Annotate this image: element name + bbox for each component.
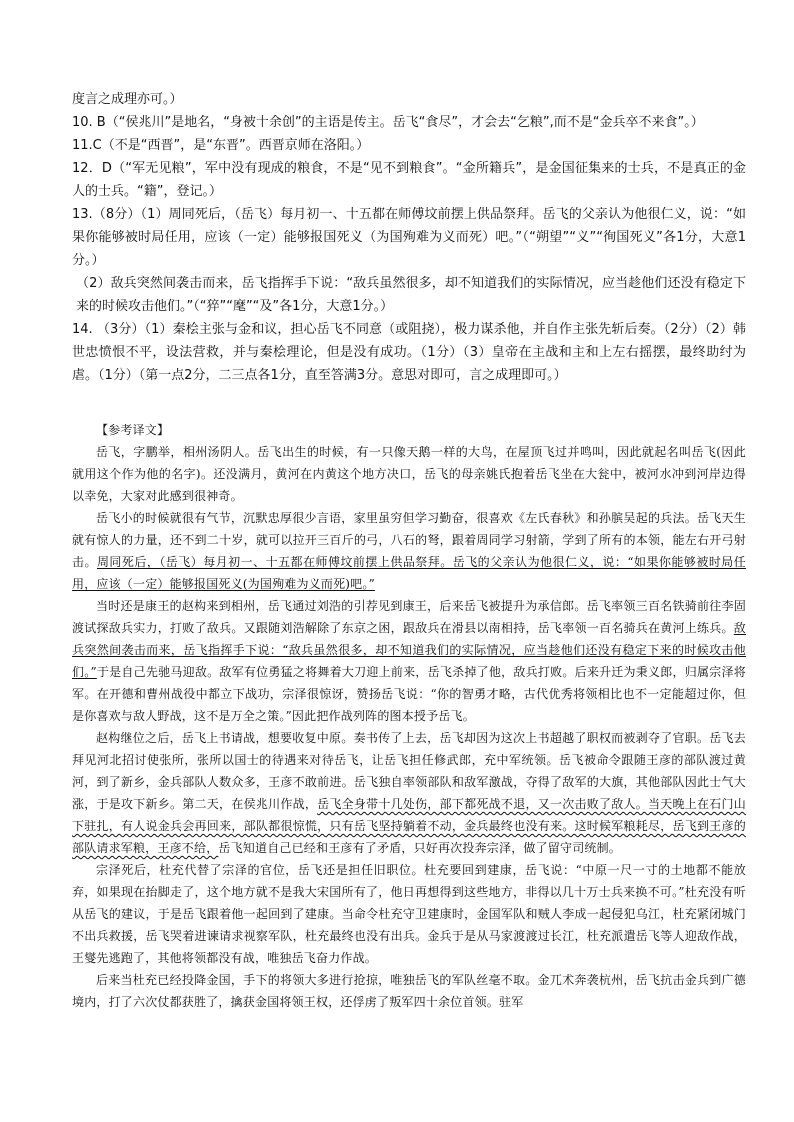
- answer-12: 12．D（“军无见粮”，军中没有现成的粮食，不是“见不到粮食”。“金所籍兵”，是金国征集来的士兵，不是真正的金人的士兵。“籍”，登记。）: [72, 161, 746, 199]
- answer-13-part-2: （2）敌兵突然间袭击而来，岳飞指挥手下说：“敌兵虽然很多，却不知道我们的实际情况，应当趁他们还没有稳定下来的时候攻击他们。”（“猝”“麾”“及”各1分，大意1分。）: [76, 276, 746, 314]
- underlined-sentence-13-1: 周同死后，（岳飞）每月初一、十五都在师傅坟前摆上供品祭拜。岳飞的父亲认为他很仁义，说：“如果你能够被时局任用，应该（一定）能够报国死义(为国殉难为义而死)吧。”: [72, 555, 746, 591]
- answer-14: 14. （3分）（1）秦桧主张与金和议，担心岳飞不同意（或阻挠），极力谋杀他，并自作主张先斩后奏。（2分）（2）韩世忠愤恨不平，设法营救，并与秦桧理论，但是没有成功。（1分）（3）皇帝在主战和主和上左右摇摆，最终助纣为虐。（1分）（第一点2分，二三点各1分，直至答满3分。意思对即可，言之成理即可。）: [72, 322, 746, 383]
- answer-10: 10. B（“侯兆川”是地名，“身被十余创”的主语是传主。岳飞“食尽”，才会去“乞粮”,而不是“金兵卒不来食”。）: [72, 115, 704, 130]
- paragraph-4-text-b: 岳飞知道自己已经和王彦有了矛盾，只好再次投奔宗泽，做了留守司统制。: [218, 841, 622, 855]
- answer-11: 11.C（不是“西晋”，是“东晋”。西晋京师在洛阳。）: [72, 138, 370, 153]
- translation-paragraph-2: [72, 507, 746, 595]
- paragraph-4-text-a: 赵构继位之后，岳飞上书请战，想要收复中原。奏书传了上去，岳飞却因为这次上书超越了职权而被剥夺了官职。岳飞去拜见河北招讨使张所，张所以国士的待遇来对待岳飞，让岳飞担任修武郎，充中军统领。岳飞被命令跟随王彦的部队渡过黄河，到了新乡，金兵部队人数众多，王彦不敢前进。岳飞独自率领部队和敌军激战，夺得了敌军的大旗，其他部队因此士气大涨，于是攻下新乡。第二天，在侯兆川作战，: [72, 731, 746, 811]
- translation-paragraph-1: 岳飞，字鹏举，相州汤阴人。岳飞出生的时候，有一只像天鹅一样的大鸟，在屋顶飞过并鸣叫，因此就起名叫岳飞(因此就用这个作为他的名字)。还没满月，黄河在内黄这个地方决口，岳飞的母亲姚氏抱着岳飞坐在大瓮中，被河水冲到河岸边得以幸免，大家对此感到很神奇。: [72, 445, 746, 503]
- reference-title: 【参考译文】: [96, 423, 170, 437]
- translation-paragraph-5: 宗泽死后，杜充代替了宗泽的官位，岳飞还是担任旧职位。杜充要回到建康，岳飞说：“中原一尺一寸的土地都不能放弃，如果现在抬脚走了，这个地方就不是我大宋国所有了，他日再想得到这些地方，非得以几十万士兵来换不可。”杜充没有听从岳飞的建议，于是岳飞跟着他一起回到了建康。当命令杜充守卫建康时，金国军队和贼人李成一起侵犯乌江，杜充紧闭城门不出兵救援，岳飞哭着进谏请求视察军队，杜充最终也没有出兵。金兵于是从马家渡渡过长江，杜充派遣岳飞等人迎敌作战，王燮先逃跑了，其他将领都没有战，唯独岳飞奋力作战。: [72, 863, 746, 965]
- translation-paragraph-6: 后来当杜充已经投降金国，手下的将领大多进行抢掠，唯独岳飞的军队丝毫不取。金兀术奔袭杭州，岳飞抗击金兵到广德境内，打了六次仗都获胜了，擒获金国将领王权，还俘虏了叛军四十余位首领。驻军: [72, 973, 746, 1009]
- translation-paragraph-3: [72, 595, 746, 727]
- section-gap: [72, 387, 746, 419]
- translation-paragraph-4: [72, 727, 746, 859]
- paragraph-3-text-b: 于是自己先驰马迎敌。敌军有位勇猛之将舞着大刀迎上前来，岳飞杀掉了他，敌兵打败。后来升迁为秉义郎，归属宗泽将军。在开德和曹州战役中都立下战功，宗泽很惊讶，赞扬岳飞说：“你的智勇才略，古代优秀将领相比也不一定能超过你，但是你喜欢与敌人野战，这不是万全之策。”因此把作战列阵的图本授予岳飞。: [72, 665, 746, 723]
- wavy-underlined-passage: 岳飞全身带十几处伤，部下都死战不退，又一次击败了敌人。当天晚上在石门山下驻扎，有人说金兵会再回来，部队都很惊慌，只有岳飞坚持躺着不动，金兵最终也没有来。这时候军粮耗尽，岳飞到王彦的部队请求军粮，王彦不给，: [72, 797, 746, 855]
- underlined-sentence-13-2: 敌兵突然间袭击而来，岳飞指挥手下说：“敌兵虽然很多，却不知道我们的实际情况，应当趁他们还没有稳定下来的时候攻击他们。”: [72, 621, 746, 679]
- paragraph-3-text-a: 当时还是康王的赵构来到相州，岳飞通过刘浩的引荐见到康王，后来岳飞被提升为承信郎。岳飞率领三百名铁骑前往李固渡试探敌兵实力，打败了敌兵。又跟随刘浩解除了东京之困，跟敌兵在滑县以南相持，岳飞率领一百名骑兵在黄河上练兵。: [72, 599, 746, 635]
- answer-section: [72, 88, 746, 387]
- answer-13-part-1: 13.（8分）（1）周同死后，（岳飞）每月初一、十五都在师傅坟前摆上供品祭拜。岳飞的父亲认为他很仁义，说：“如果你能够被时局任用，应该（一定）能够报国死义（为国殉难为义而死）吧。”（“朔望”“义”“徇国死义”各1分，大意1分。）: [72, 207, 746, 268]
- answer-line-9-tail: 度言之成理亦可。）: [72, 92, 183, 107]
- paragraph-2-text: 岳飞小的时候就很有气节，沉默忠厚很少言语，家里虽穷但学习勤奋，很喜欢《左氏春秋》和孙膑吴起的兵法。岳飞天生就有惊人的力量，还不到二十岁，就可以拉开三百斤的弓，八石的弩，跟着周同学习射箭，学到了所有的本领，能左右开弓射击。: [72, 511, 746, 569]
- reference-translation: [72, 419, 746, 1013]
